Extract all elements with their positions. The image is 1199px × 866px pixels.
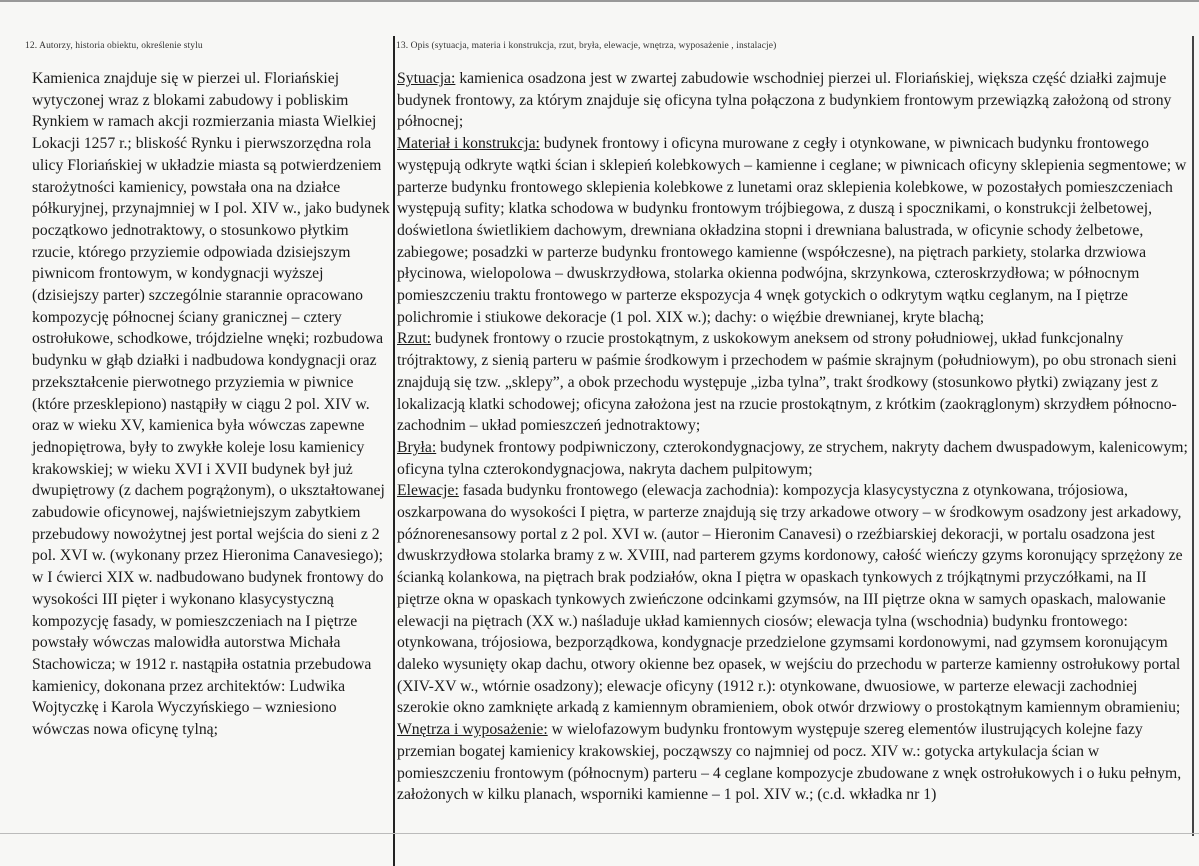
label-bryla: Bryła: bbox=[397, 438, 437, 456]
right-column bbox=[396, 40, 1191, 830]
top-edge bbox=[0, 0, 1199, 2]
paragraph-rzut bbox=[397, 328, 1189, 437]
label-elewacje: Elewacje: bbox=[397, 482, 459, 500]
label-wnetrza: Wnętrza i wyposażenie: bbox=[397, 721, 548, 739]
paragraph-material bbox=[397, 133, 1189, 328]
label-material: Materiał i konstrukcja: bbox=[397, 135, 540, 153]
bottom-rule bbox=[0, 833, 1199, 834]
label-rzut: Rzut: bbox=[397, 330, 431, 348]
paragraph-wnetrza bbox=[397, 719, 1189, 806]
text-rzut: budynek frontowy o rzucie prostokątnym, z uskokowym aneksem od strony południowej, układ funkcjonalny trójtraktowy, z sienią parteru w paśmie środkowym i przechodem w paśmie skrajnym (południowym), po obu stronach sieni znajdują się tzw. „sklepy”, a obok przechodu występuje „izba tylna”, trakt środkowy (stosunkowo płytki) związany jest z lokalizacją klatki schodowej; oficyna założona jest na rzucie prostokątnym, z krótkim (zaokrąglonym) skrzydłem północno-zachodnim – układ pomieszczeń jednotraktowy; bbox=[397, 330, 1177, 435]
right-edge-line bbox=[1192, 36, 1194, 836]
label-sytuacja: Sytuacja: bbox=[397, 70, 456, 87]
section-12-heading: 12. Autorzy, historia obiektu, określenie stylu bbox=[25, 41, 203, 51]
paragraph-elewacje bbox=[397, 480, 1189, 719]
text-elewacje: fasada budynku frontowego (elewacja zachodnia): kompozycja klasycystyczna z otynkowana, trójosiowa, oszkarpowana do wysokości I piętra, w parterze znajdują się trzy arkadowe otwory – w środkowym osadzony jest arkadowy, późnorenesansowy portal z 2 pol. XVI w. (autor – Hieronim Canavesi) o rzeźbiarskiej dekoracji, w portalu osadzona jest dwuskrzydłowa stolarka bramy z w. XVIII, nad parterem gzyms kordonowy, całość wieńczy gzyms koronujący sprzężony ze ścianką kolankowa, na piętrach brak podziałów, okna I piętra w opaskach tynkowych z trójkątnymi przyczółkami, na II piętrze okna w opaskach tynkowych zwieńczone odcinkami gzymsów, na III piętrze okna w samych opaskach, malowanie elewacji na piętrach (XX w.) naśladuje układ kamiennych ciosów; elewacja tylna (wschodnia) budynku frontowego: otynkowana, trójosiowa, bezporządkowa, kondygnacje przedzielone gzymsami kordonowymi, nad gzymsem koronującym daleko wysunięty okap dachu, otwory okienne bez opasek, w wejściu do przechodu w parterze kamienny ostrołukowy portal (XIV-XV w., wtórnie osadzony); elewacje oficyny (1912 r.): otynkowane, dwuosiowe, w parterze elewacji zachodniej szerokie okno zamknięte arkadą z kamiennym obramieniem, obok otwór drzwiowy o prostokątnym kamiennym obramieniu; bbox=[397, 482, 1183, 717]
left-column bbox=[25, 40, 393, 830]
text-bryla: budynek frontowy podpiwniczony, czterokondygnacjowy, ze strychem, nakryty dachem dwuspadowym, kalenicowym; oficyna tylna czterokondygnacjowa, nakryta dachem pulpitowym; bbox=[397, 438, 1188, 478]
text-wnetrza: w wielofazowym budynku frontowym występuje szereg elementów ilustrujących kolejne fazy przemian bogatej kamienicy krakowskiej, począwszy co najmniej od pocz. XIV w.: gotycka artykulacja ścian w pomieszczeniu frontowym (północnym) parteru – 4 ceglane kompozycje zbudowane z wnęk ostrołukowych i o łuku pełnym, założonych w kilku planach, wsporniki kamienne – 1 pol. XIV w.; (c.d. wkładka nr 1) bbox=[397, 721, 1182, 804]
section-13-text bbox=[396, 68, 1191, 806]
section-13-heading: 13. Opis (sytuacja, materia i konstrukcja, rzut, bryła, elewacje, wnętrza, wyposażenie , instalacje) bbox=[396, 41, 777, 51]
column-divider bbox=[393, 36, 395, 866]
paragraph-bryla bbox=[397, 437, 1189, 480]
paragraph-sytuacja bbox=[397, 68, 1189, 133]
section-12-text: Kamienica znajduje się w pierzei ul. Floriańskiej wytyczonej wraz z blokami zabudowy i pobliskim Rynkiem w ramach akcji rozmierzania miasta Wielkiej Lokacji 1257 r.; bliskość Rynku i pierwszorzędna rola ulicy Floriańskiej w układzie miasta są potwierdzeniem starożytności kamienicy, powstała ona na działce półkuryjnej, przynajmniej w I pol. XIV w., jako budynek początkowo jednotraktowy, o stosunkowo płytkim rzucie, którego przyziemie odpowiada dzisiejszym piwnicom frontowym, w kondygnacji wyższej (dzisiejszy parter) szczególnie starannie opracowano kompozycję północnej ściany granicznej – cztery ostrołukowe, schodkowe, trójdzielne wnęki; rozbudowa budynku w głąb działki i nadbudowa kondygnacji oraz przekształcenie pierwotnego przyziemia w piwnice (które przesklepiono) nastąpiły w ciągu 2 pol. XIV w. oraz w wieku XV, kamienica była wówczas zapewne jednopiętrowa, były to zwykłe koleje losu kamienicy krakowskiej; w wieku XVI i XVII budynek był już dwupiętrowy (z dachem pogrążonym), o ukształtowanej zabudowie oficynowej, najświetniejszym zabytkiem przebudowy nowożytnej jest portal wejścia do sieni z 2 pol. XVI w. (wykonany przez Hieronima Canavesiego); w I ćwierci XIX w. nadbudowano budynek frontowy do wysokości III pięter i wykonano klasycystyczną kompozycję fasady, w pomieszczeniach na I piętrze powstały wówczas malowidła autorstwa Michała Stachowicza; w 1912 r. nastąpiła ostatnia przebudowa kamienicy, dokonana przez architektów: Ludwika Wojtyczkę i Karola Wyczyńskiego – wzniesiono wówczas nowa oficynę tylną; bbox=[32, 70, 390, 739]
text-sytuacja: kamienica osadzona jest w zwartej zabudowie wschodniej pierzei ul. Floriańskiej, większa część działki zajmuje budynek frontowy, za którym znajduje się oficyna tylna połączona z budynkiem frontowym przewiązką założoną od strony północnej; bbox=[397, 70, 1172, 131]
text-material: budynek frontowy i oficyna murowane z cegły i otynkowane, w piwnicach budynku frontowego występują odkryte wątki ścian i sklepień kolebkowych – kamienne i ceglane; w piwnicach oficyny sklepienia segmentowe; w parterze budynku frontowego sklepienia kolebkowe z lunetami oraz sklepienia kolebkowe, w pozostałych pomieszczeniach występują sufity; klatka schodowa w budynku frontowym trójbiegowa, z duszą i spocznikami, o konstrukcji żelbetowej, doświetlona świetlikiem dachowym, drewniana okładzina stopni i drewniana balustrada, w oficynie schody żelbetowe, zabiegowe; posadzki w parterze budynku frontowego kamienne (współczesne), na piętrach parkiety, stolarka drzwiowa płycinowa, wielopolowa – dwuskrzydłowa, stolarka okienna podwójna, skrzynkowa, czteroskrzydłowa; w północnym pomieszczeniu traktu frontowego w parterze ekspozycja 4 wnęk gotyckich o odkrytym wątku ceglanym, na I piętrze polichromie i stiukowe dekoracje (1 pol. XIX w.); dachy: o więźbie drewnianej, kryte blachą; bbox=[397, 135, 1187, 326]
